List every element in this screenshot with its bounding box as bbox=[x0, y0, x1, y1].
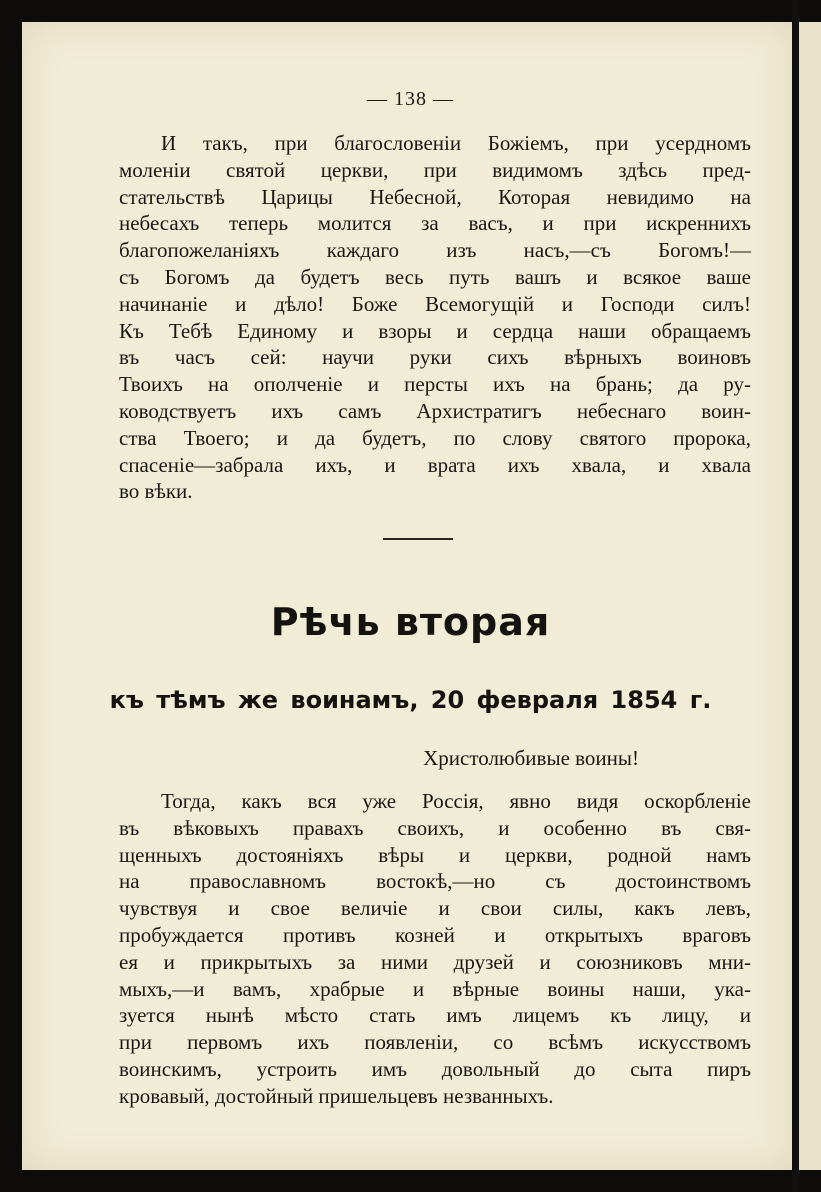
text-line: Тогда, какъ вся уже Россiя, явно видя оскорбленiе bbox=[161, 789, 751, 813]
text-line: на православномъ востокѣ,—но съ достоинствомъ bbox=[119, 869, 751, 894]
book-spine bbox=[792, 0, 799, 1192]
text-line: моленiи святой церкви, при видимомъ здѣсь пред- bbox=[119, 157, 751, 182]
text-line: зуется нынѣ мѣсто стать имъ лицемъ къ лицу, и bbox=[119, 1003, 751, 1028]
text-line: ководствуетъ ихъ самъ Архистратигъ небеснаго воин- bbox=[119, 398, 751, 423]
greeting bbox=[119, 745, 751, 772]
next-page-edge bbox=[799, 22, 821, 1170]
paragraph-1 bbox=[119, 130, 751, 505]
page-number: — 138 — bbox=[367, 88, 454, 110]
text-line: стательствѣ Царицы Небесной, Которая невидимо на bbox=[119, 184, 751, 209]
text-line: спасенiе—забрала ихъ, и врата ихъ хвала, и хвала bbox=[119, 452, 751, 477]
text-line: во вѣки. bbox=[119, 479, 193, 504]
text-line: благопожеланiяхъ каждаго изъ насъ,—съ Богомъ!— bbox=[119, 238, 751, 263]
section-divider bbox=[383, 538, 453, 540]
text-line: съ Богомъ да будетъ весь путь вашъ и всякое ваше bbox=[119, 264, 751, 289]
text-line: кровавый, достойный пришельцевъ незванныхъ. bbox=[119, 1083, 554, 1108]
text-line: Твоихъ на ополченiе и персты ихъ на брань; да ру- bbox=[119, 372, 751, 397]
text-line: при первомъ ихъ появленiи, со всѣмъ искусствомъ bbox=[119, 1030, 751, 1055]
text-line: воинскимъ, устроить имъ довольный до сыта пиръ bbox=[119, 1056, 751, 1081]
text-line: ея и прикрытыхъ за ними друзей и союзниковъ мни- bbox=[119, 949, 751, 974]
text-line: ства Твоего; и да будетъ, по слову святого пророка, bbox=[119, 425, 751, 450]
text-line: въ вѣковыхъ правахъ своихъ, и особенно въ свя- bbox=[119, 815, 751, 840]
section-heading: Рѣчь вторая bbox=[270, 600, 551, 644]
greeting-text: Христолюбивые воины! bbox=[423, 746, 639, 770]
text-line: начинанiе и дѣло! Боже Всемогущiй и Господи силъ! bbox=[119, 291, 751, 316]
text-line: мыхъ,—и вамъ, храбрые и вѣрные воины наши, ука- bbox=[119, 976, 751, 1001]
text-line: небесахъ теперь молится за васъ, и при искреннихъ bbox=[119, 211, 751, 236]
paragraph-2 bbox=[119, 788, 751, 1110]
text-line: въ часъ сей: научи руки сихъ вѣрныхъ воиновъ bbox=[119, 345, 751, 370]
text-line: щенныхъ достоянiяхъ вѣры и церкви, родной намъ bbox=[119, 842, 751, 867]
text-line: Къ Тебѣ Единому и взоры и сердца наши обращаемъ bbox=[119, 318, 751, 343]
text-line: пробуждается противъ козней и открытыхъ враговъ bbox=[119, 922, 751, 947]
text-line: И такъ, при благословенiи Божiемъ, при усердномъ bbox=[161, 131, 751, 155]
section-subheading: къ тѣмъ же воинамъ, 20 февраля 1854 г. bbox=[109, 686, 712, 714]
text-line: чувствуя и свое величiе и свои силы, какъ левъ, bbox=[119, 896, 751, 921]
